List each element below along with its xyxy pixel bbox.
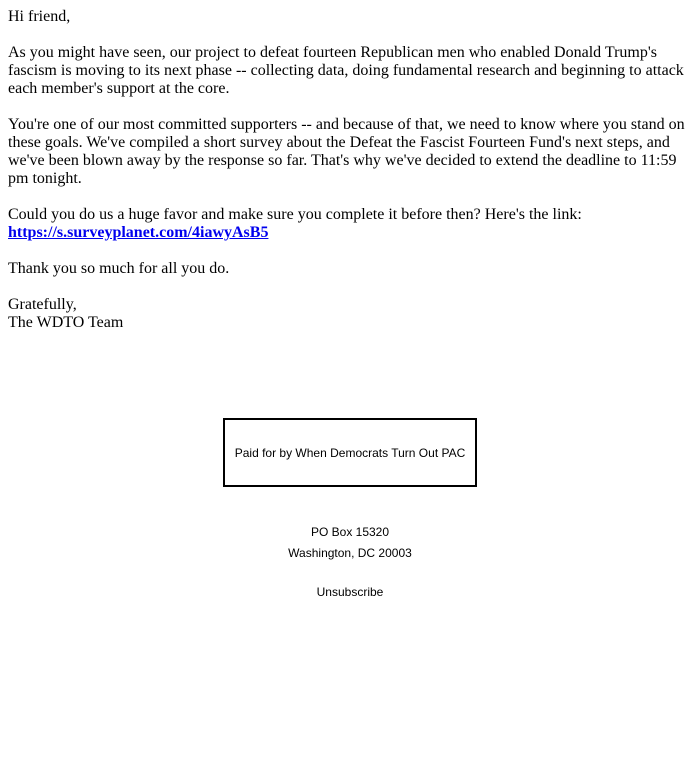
paid-for-disclaimer: Paid for by When Democrats Turn Out PAC xyxy=(234,445,466,460)
email-footer xyxy=(0,418,700,599)
mailing-address xyxy=(0,522,700,564)
unsubscribe-link[interactable]: Unsubscribe xyxy=(316,585,384,599)
address-line-2: Washington, DC 20003 xyxy=(288,546,412,560)
paragraph-thanks: Thank you so much for all you do. xyxy=(8,260,230,277)
signature: The WDTO Team xyxy=(8,314,124,331)
sign-off xyxy=(8,296,692,332)
paragraph-survey-request xyxy=(8,206,692,242)
paid-for-disclaimer-box xyxy=(223,418,477,487)
survey-link[interactable]: https://s.surveyplanet.com/4iawyAsB5 xyxy=(8,224,269,241)
survey-request-text: Could you do us a huge favor and make sure you complete it before then? Here's the link: xyxy=(8,206,582,223)
closing: Gratefully, xyxy=(8,296,77,313)
paragraph-survey-deadline: You're one of our most committed supporters -- and because of that, we need to know where you stand on these goals. We've compiled a short survey about the Defeat the Fascist Fourteen Fund's next steps, and we've been blown away by the response so far. That's why we've decided to extend the deadline to 11:59 pm tonight. xyxy=(8,116,685,187)
greeting: Hi friend, xyxy=(8,8,71,25)
paragraph-project-phase: As you might have seen, our project to defeat fourteen Republican men who enabled Donald Trump's fascism is moving to its next phase -- collecting data, doing fundamental research and beginning to attack each member's support at the core. xyxy=(8,44,684,97)
email-body xyxy=(8,8,692,350)
address-line-1: PO Box 15320 xyxy=(310,525,390,539)
